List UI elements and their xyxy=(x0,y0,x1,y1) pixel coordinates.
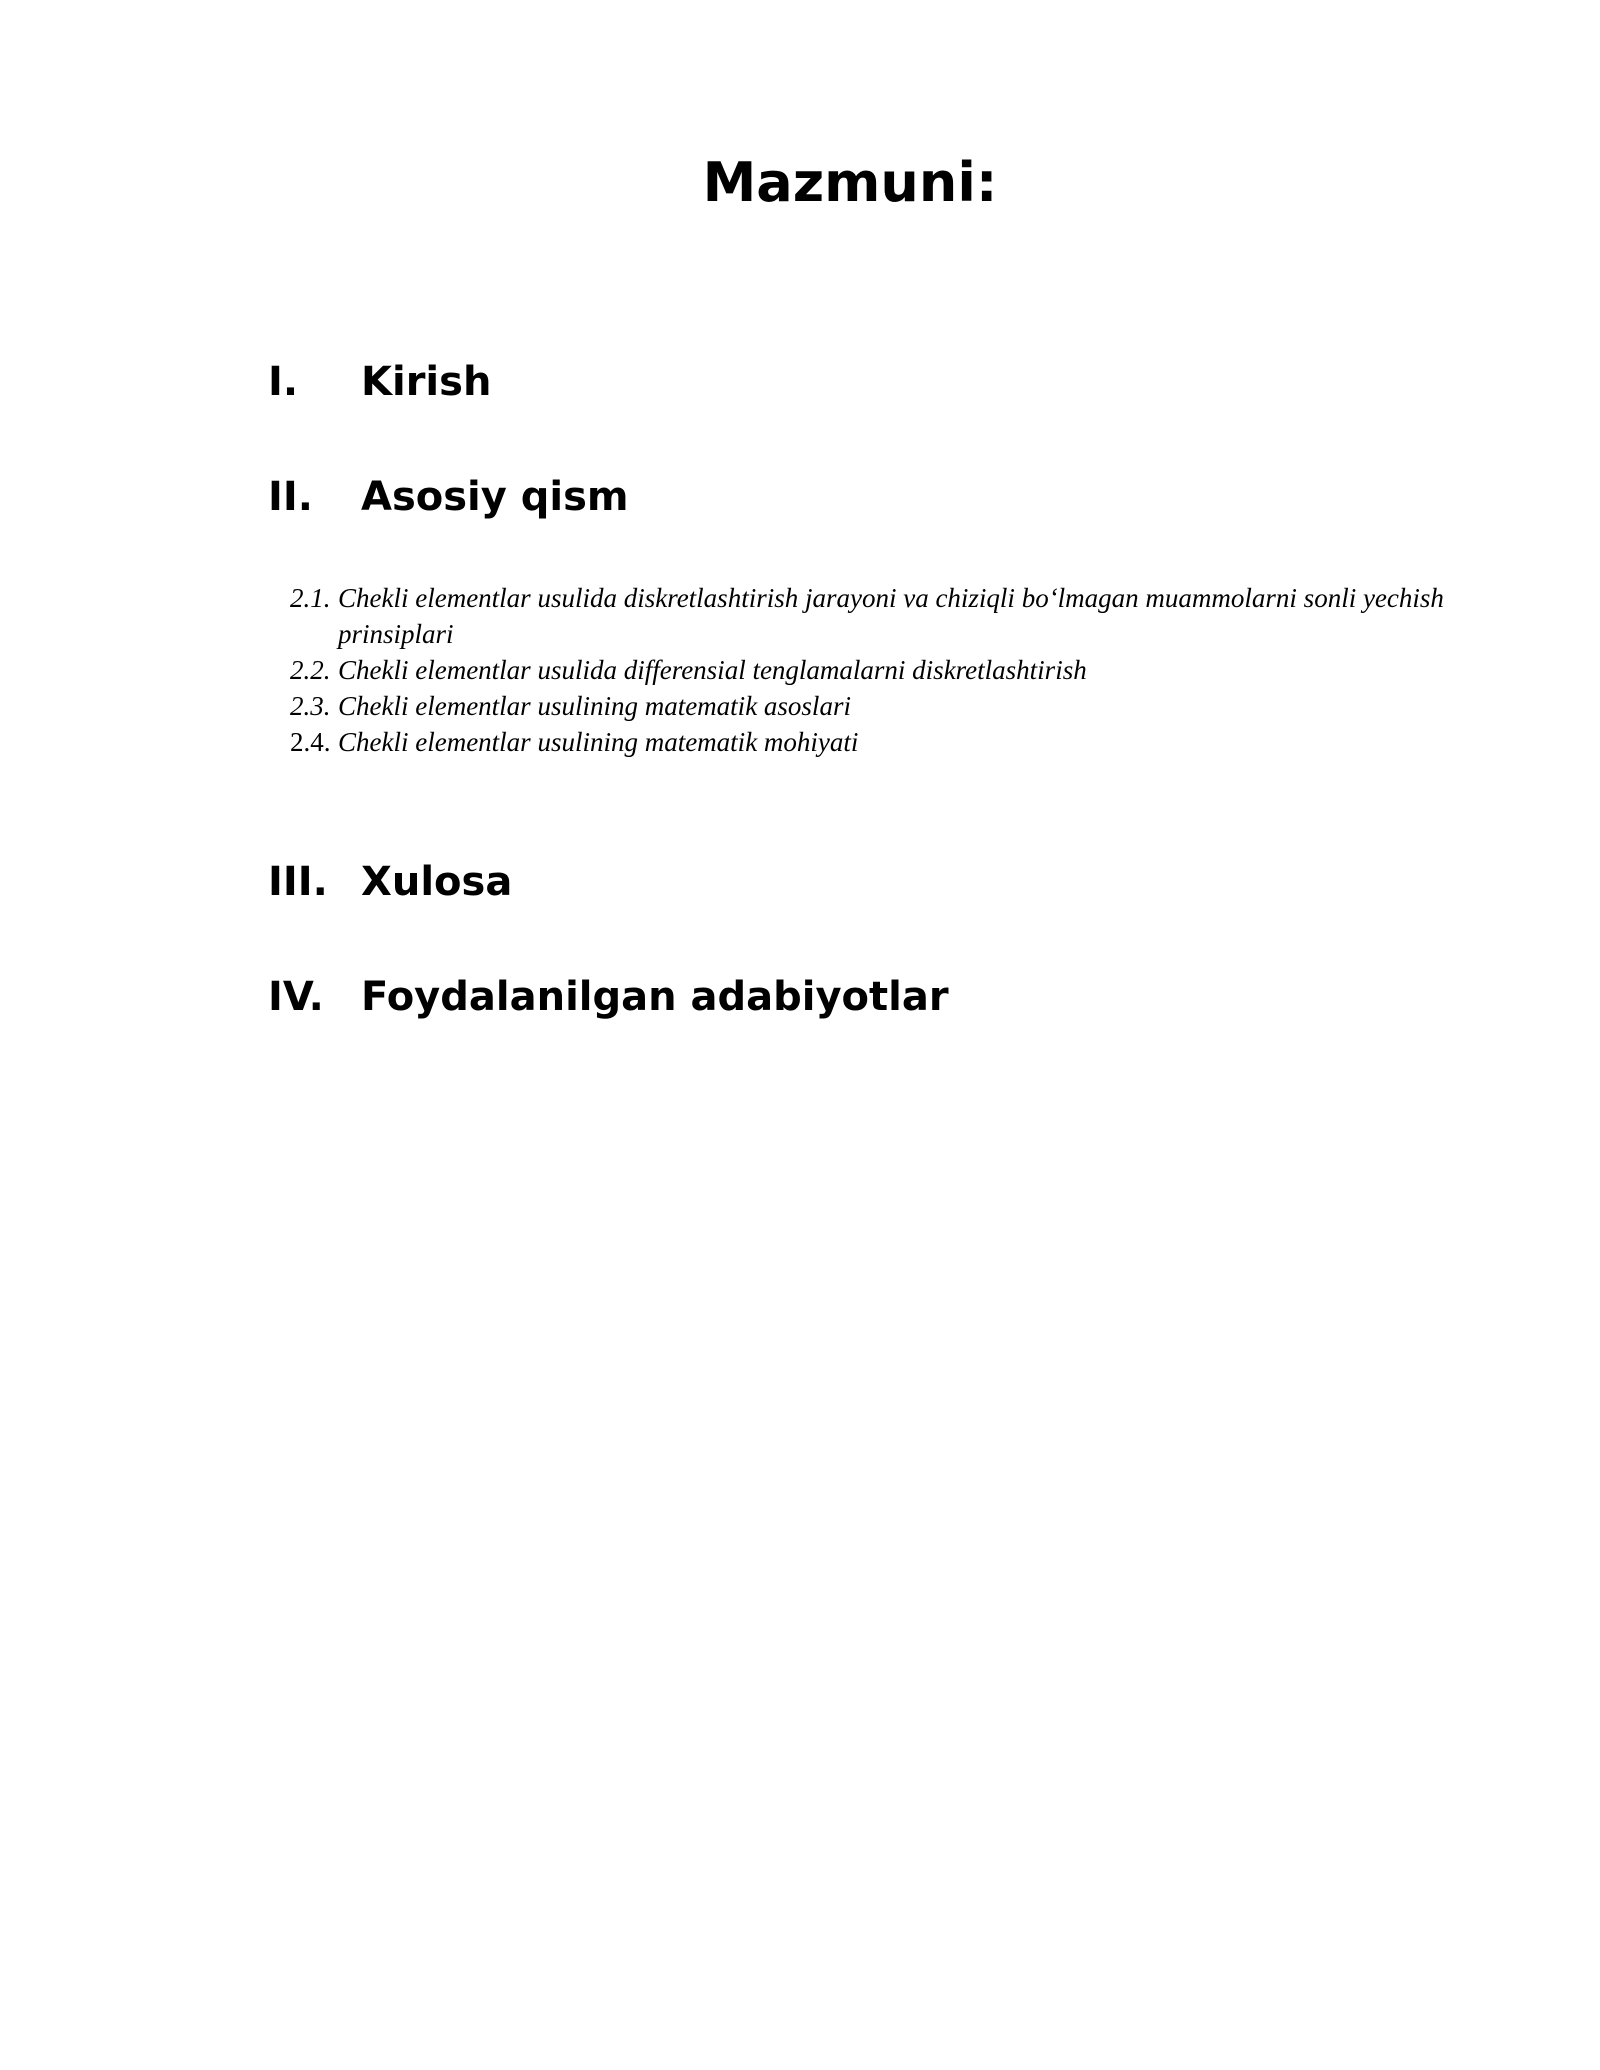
subsection-number: 2.1. xyxy=(290,583,331,613)
toc-section-xulosa xyxy=(268,855,512,909)
toc-section-asosiy-qism xyxy=(268,470,629,524)
subsection-number: 2.2. xyxy=(290,655,331,685)
page-title: Mazmuni: xyxy=(702,151,998,214)
section-label: Asosiy qism xyxy=(361,474,629,520)
subsection-label: Chekli elementlar usulining matematik mohiyati xyxy=(338,727,859,757)
toc-subsection-list xyxy=(290,580,1450,760)
subsection-label: Chekli elementlar usulining matematik asoslari xyxy=(338,691,851,721)
section-number: III. xyxy=(268,859,328,905)
toc-subsection-2-3 xyxy=(290,688,1450,724)
subsection-number: 2.4. xyxy=(290,727,331,757)
section-label: Xulosa xyxy=(361,859,513,905)
section-number: II. xyxy=(268,474,313,520)
toc-section-kirish xyxy=(268,355,491,409)
subsection-label: Chekli elementlar usulida differensial tenglamalarni diskretlashtirish xyxy=(338,655,1087,685)
subsection-number: 2.3. xyxy=(290,691,331,721)
toc-subsection-2-2 xyxy=(290,652,1450,688)
subsection-label: Chekli elementlar usulida diskretlashtirish jarayoni va chiziqli bo‘lmagan muammolarni sonli yechish prinsiplari xyxy=(338,583,1444,649)
section-label: Foydalanilgan adabiyotlar xyxy=(361,974,949,1020)
section-label: Kirish xyxy=(361,359,492,405)
section-number: IV. xyxy=(268,974,324,1020)
toc-subsection-2-4 xyxy=(290,724,1450,760)
toc-subsection-2-1 xyxy=(290,580,1450,652)
section-number: I. xyxy=(268,359,299,405)
toc-section-adabiyotlar xyxy=(268,970,949,1024)
